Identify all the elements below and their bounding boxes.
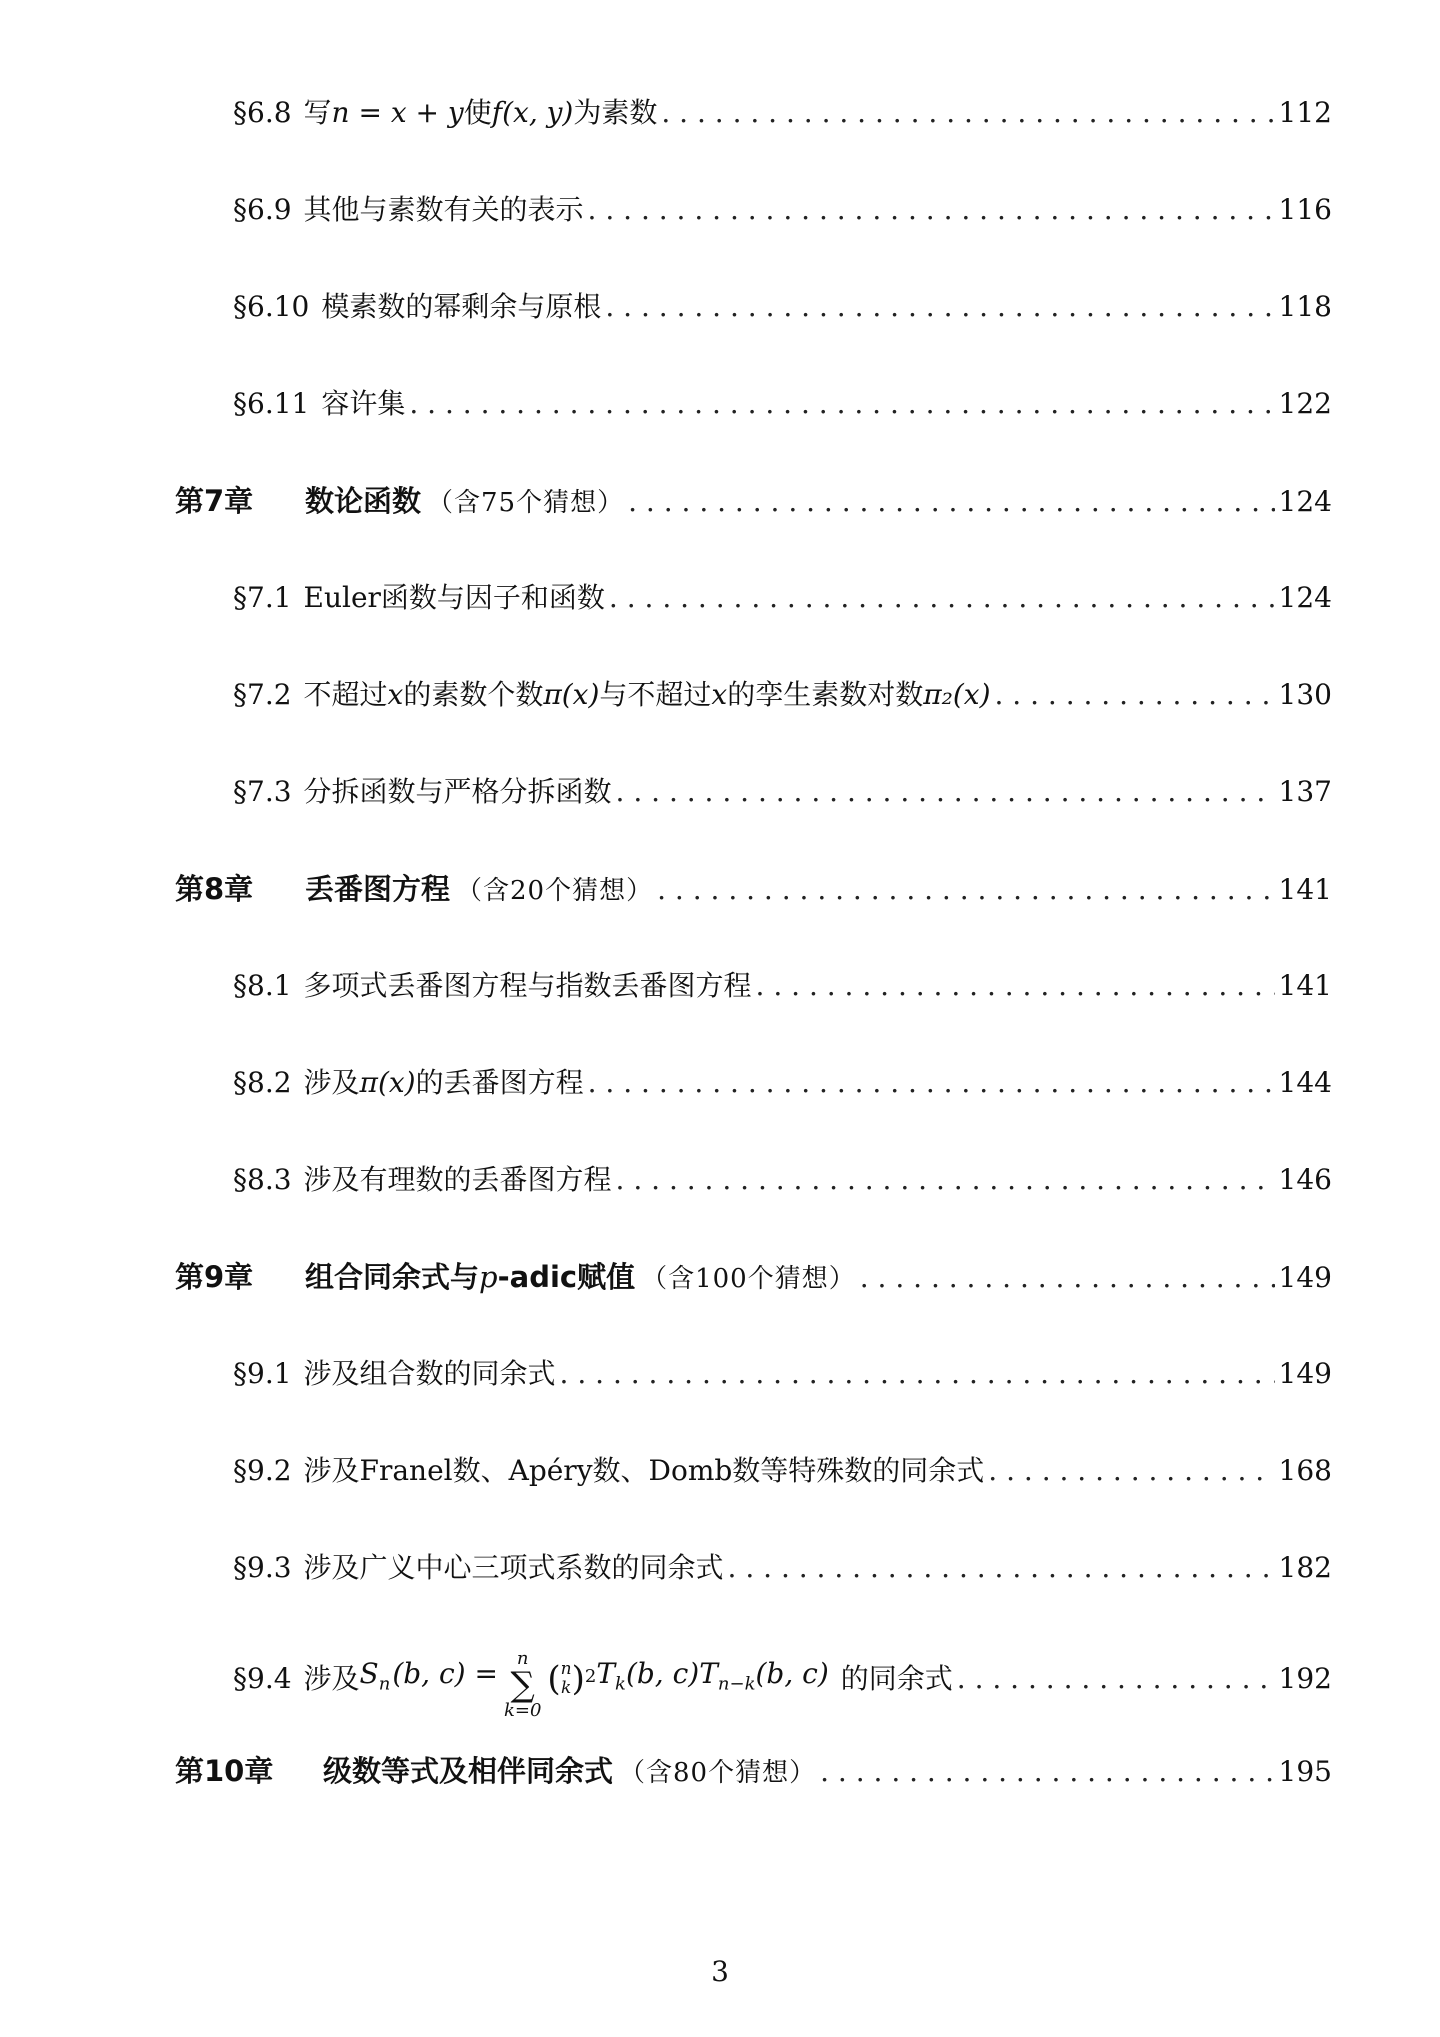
page-ref: 137 [1278,775,1332,808]
entry-title [175,869,653,911]
math-expression: p [479,1260,498,1294]
title-text: 写 [303,96,332,129]
page-ref: 182 [1278,1551,1332,1584]
math-args: (b, c) [755,1656,829,1690]
section-number: §9.2 [233,1454,292,1487]
entry-title [233,1644,953,1721]
leader-dots [661,93,1274,133]
entry-title [233,384,405,424]
math-expression: n = x + y [331,96,464,129]
leader-dots [988,1451,1274,1491]
toc-entry-7-3[interactable] [0,772,1440,812]
title-text: 模素数的幂剩余与原根 [321,290,602,323]
binom-stack [561,1660,572,1697]
toc-chapter-7[interactable] [0,481,1440,523]
leader-dots [756,966,1275,1006]
leader-dots [628,482,1274,522]
page-ref: 195 [1278,1755,1332,1788]
entry-title [233,1354,556,1394]
page-ref: 124 [1278,581,1332,614]
title-text: 的素数个数 [403,678,544,711]
toc-entry-9-4[interactable] [0,1645,1440,1721]
entry-title [233,1451,984,1491]
chapter-note: （含20个猜想） [456,876,654,906]
entry-title [233,675,991,715]
section-number: §7.2 [233,678,292,711]
formula-lhs [360,1654,498,1705]
chapter-label: 第7章 [175,484,254,518]
title-text: 容许集 [321,387,406,420]
leader-dots [588,1063,1275,1103]
title-text: 涉及组合数的同余式 [303,1357,556,1390]
leader-dots [860,1258,1275,1298]
math-expression: π₂(x) [923,678,991,711]
section-number: §9.1 [233,1357,292,1390]
math-subscript: n−k [717,1673,756,1695]
title-text: 的孪生素数对数 [727,678,924,711]
formula-term-2 [699,1654,829,1705]
entry-title [175,1257,856,1299]
chapter-title: 丢番图方程 [305,872,451,906]
leader-dots [616,1160,1275,1200]
page-ref: 118 [1278,290,1332,323]
section-number: §8.2 [233,1066,292,1099]
formula-term-1 [596,1654,699,1705]
chapter-label: 第8章 [175,872,254,906]
math-symbol: S [359,1656,379,1690]
binomial-coefficient [547,1659,596,1699]
math-expression: π(x) [359,1066,416,1099]
chapter-label: 第9章 [175,1260,254,1294]
leader-dots [728,1548,1275,1588]
math-expression: x [711,678,728,711]
math-expression: x [387,678,404,711]
entry-title [233,772,612,812]
leader-dots [820,1752,1274,1792]
leader-dots [657,870,1274,910]
toc-entry-9-1[interactable] [0,1354,1440,1394]
leader-dots [560,1354,1275,1394]
math-subscript: n [378,1673,391,1695]
entry-title [233,93,657,133]
title-text: 不超过 [303,678,388,711]
title-text: 涉及 [303,1662,360,1695]
toc-entry-8-3[interactable] [0,1160,1440,1200]
title-text: 的丢番图方程 [415,1066,584,1099]
math-args: (b, c) = [392,1656,498,1690]
entry-title [233,578,605,618]
title-text: 为素数 [573,96,658,129]
left-paren: ( [547,1659,561,1699]
toc-entry-6-9[interactable] [0,190,1440,230]
entry-title [233,287,601,327]
toc-chapter-10[interactable] [0,1751,1440,1793]
page-ref: 122 [1278,387,1332,420]
leader-dots [588,190,1275,230]
toc-entry-6-10[interactable] [0,287,1440,327]
title-text: Euler函数与因子和函数 [303,581,605,614]
title-text: 与不超过 [599,678,712,711]
math-symbol: T [699,1656,718,1690]
toc-entry-8-2[interactable] [0,1063,1440,1103]
binom-bottom: k [560,1678,572,1698]
title-text: 涉及有理数的丢番图方程 [303,1163,612,1196]
toc-entry-9-3[interactable] [0,1548,1440,1588]
math-symbol: T [596,1656,616,1690]
section-number: §7.1 [233,581,292,614]
page-ref: 168 [1278,1454,1332,1487]
chapter-note: （含80个猜想） [619,1758,817,1788]
page-number: 3 [711,1955,729,1988]
toc-chapter-8[interactable] [0,869,1440,911]
page-ref: 146 [1278,1163,1332,1196]
math-subscript: k [615,1673,626,1695]
math-expression: f(x, y) [491,96,574,129]
page-ref: 116 [1278,193,1332,226]
leader-dots [605,287,1274,327]
toc-entry-9-2[interactable] [0,1451,1440,1491]
toc-chapter-9[interactable] [0,1257,1440,1299]
math-args: (b, c) [625,1656,700,1690]
entry-title [233,1548,724,1588]
binom-top: n [560,1659,572,1680]
section-number: §8.3 [233,1163,292,1196]
section-number: §6.11 [233,387,310,420]
chapter-title: 数论函数 [305,484,422,518]
toc-entry-6-11[interactable] [0,384,1440,424]
entry-title [175,481,624,523]
entry-title [233,966,752,1006]
entry-title [233,190,584,230]
sum-upper-limit: n [516,1648,529,1669]
sigma-glyph: ∑ [510,1665,535,1705]
entry-title [175,1751,816,1793]
title-text: 使 [463,96,492,129]
toc-entry-7-1[interactable] [0,578,1440,618]
chapter-note: （含100个猜想） [641,1264,856,1294]
section-number: §9.3 [233,1551,292,1584]
title-text: 多项式丢番图方程与指数丢番图方程 [303,969,752,1002]
title-text: 分拆函数与严格分拆函数 [303,775,612,808]
leader-dots [609,578,1275,618]
summation-symbol [504,1650,541,1720]
title-text: 涉及 [303,1066,360,1099]
leader-dots [995,675,1275,715]
chapter-title: -adic赋值 [497,1260,636,1294]
chapter-title: 组合同余式与 [305,1260,480,1294]
page-ref: 192 [1278,1662,1332,1695]
math-expression: π(x) [543,678,600,711]
page-ref: 141 [1278,873,1332,906]
page-ref: 141 [1278,969,1332,1002]
leader-dots [616,772,1275,812]
page-ref: 112 [1278,96,1332,129]
sum-lower-limit: k=0 [503,1700,542,1721]
page-ref: 144 [1278,1066,1332,1099]
title-text: 的同余式 [840,1662,953,1695]
page-ref: 124 [1278,485,1332,518]
page-ref: 149 [1278,1261,1332,1294]
page-ref: 149 [1278,1357,1332,1390]
chapter-label: 第10章 [175,1754,274,1788]
page-ref: 130 [1278,678,1332,711]
section-number: §9.4 [233,1662,292,1695]
section-number: §7.3 [233,775,292,808]
title-text: 涉及Franel数、Apéry数、Domb数等特殊数的同余式 [303,1454,985,1487]
section-number: §6.8 [233,96,292,129]
leader-dots [957,1659,1275,1699]
toc-entry-8-1[interactable] [0,966,1440,1006]
title-text: 涉及广义中心三项式系数的同余式 [303,1551,724,1584]
section-number: §6.10 [233,290,310,323]
leader-dots [409,384,1274,424]
chapter-title: 级数等式及相伴同余式 [323,1754,614,1788]
entry-title [233,1160,612,1200]
section-number: §6.9 [233,193,292,226]
chapter-note: （含75个猜想） [427,488,625,518]
binom-exponent: 2 [584,1666,597,1687]
title-text: 其他与素数有关的表示 [303,193,584,226]
right-paren: ) [571,1659,585,1699]
toc-entry-6-8[interactable] [0,93,1440,133]
toc-entry-7-2[interactable] [0,675,1440,715]
entry-title [233,1063,584,1103]
section-number: §8.1 [233,969,292,1002]
